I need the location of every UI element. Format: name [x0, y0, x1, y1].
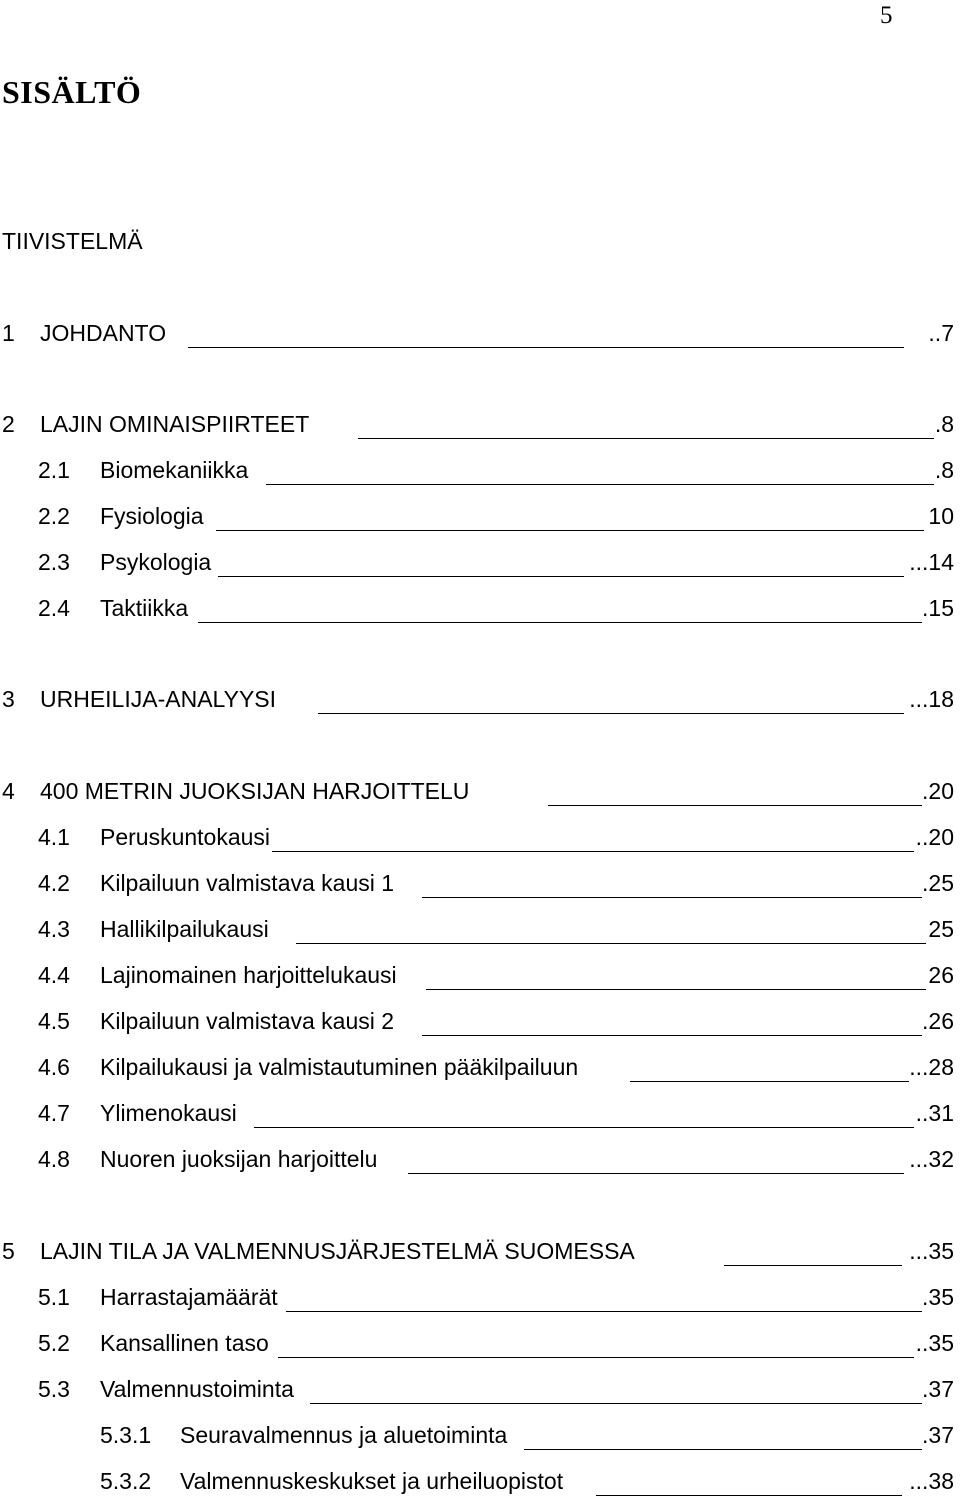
toc-entry-number: 4: [2, 778, 15, 804]
dot-leader: [198, 622, 924, 623]
toc-entry-number: 5.1: [38, 1284, 70, 1310]
toc-entry-number: 4.6: [38, 1054, 70, 1080]
toc-entry-label: Kilpailukausi ja valmistautuminen pääkilpailuun: [100, 1054, 579, 1080]
toc-entry-number: 5.3: [38, 1376, 70, 1402]
toc-entry-page: ...28: [909, 1054, 954, 1080]
toc-entry-number: 4.8: [38, 1146, 70, 1172]
toc-entry-label: Kansallinen taso: [100, 1330, 269, 1356]
toc-entry-page: 26: [928, 962, 954, 988]
dot-leader: [318, 713, 904, 714]
toc-entry-label: Nuoren juoksijan harjoittelu: [100, 1146, 378, 1172]
toc-entry-label: JOHDANTO: [40, 320, 167, 346]
toc-entry[interactable]: [38, 960, 954, 990]
toc-entry-page: .37: [922, 1422, 954, 1448]
toc-entry-number: 2.3: [38, 549, 70, 575]
toc-entry[interactable]: [2, 318, 954, 348]
toc-entry-label: Kilpailuun valmistava kausi 1: [100, 870, 395, 896]
toc-entry-number: 4.3: [38, 916, 70, 942]
toc-entry[interactable]: [38, 1006, 954, 1036]
dot-leader: [630, 1081, 912, 1082]
toc-entry-label: TIIVISTELMÄ: [2, 228, 143, 254]
toc-entry-label: Lajinomainen harjoittelukausi: [100, 962, 397, 988]
toc-entry-page: ...18: [909, 686, 954, 712]
toc-entry-number: 3: [2, 686, 15, 712]
toc-entry-page: .15: [922, 595, 954, 621]
toc-entry[interactable]: [2, 1236, 954, 1266]
toc-entry-label: Kilpailuun valmistava kausi 2: [100, 1008, 395, 1034]
toc-entry[interactable]: [2, 776, 954, 806]
toc-entry[interactable]: [38, 822, 954, 852]
toc-entry-abstract[interactable]: [2, 226, 202, 256]
page-number: 5: [880, 2, 893, 29]
toc-entry[interactable]: [38, 547, 954, 577]
toc-entry-page: ..31: [915, 1100, 954, 1126]
toc-entry[interactable]: [38, 868, 954, 898]
toc-entry[interactable]: [38, 501, 954, 531]
toc-entry-number: 5: [2, 1238, 15, 1264]
toc-entry[interactable]: [38, 1144, 954, 1174]
toc-entry-label: Hallikilpailukausi: [100, 916, 269, 942]
dot-leader: [408, 1173, 904, 1174]
toc-entry-number: 2.1: [38, 457, 70, 483]
toc-entry-label: Seuravalmennus ja aluetoiminta: [180, 1422, 508, 1448]
toc-entry[interactable]: [38, 455, 954, 485]
dot-leader: [254, 1127, 914, 1128]
toc-entry-number: 5.3.1: [100, 1422, 152, 1448]
dot-leader: [422, 1035, 924, 1036]
toc-entry-number: 2.2: [38, 503, 70, 529]
toc-entry-page: ...38: [909, 1468, 954, 1494]
toc-entry-label: Peruskuntokausi: [100, 824, 271, 850]
toc-entry-label: Valmennuskeskukset ja urheiluopistot: [180, 1468, 564, 1494]
dot-leader: [310, 1403, 924, 1404]
toc-entry[interactable]: [100, 1466, 954, 1496]
toc-entry-page: ..7: [928, 320, 954, 346]
toc-entry[interactable]: [38, 593, 954, 623]
toc-entry-label: Fysiologia: [100, 503, 204, 529]
toc-entry-page: .8: [934, 457, 954, 483]
toc-entry-page: 10: [928, 503, 954, 529]
dot-leader: [422, 897, 924, 898]
toc-entry-number: 4.7: [38, 1100, 70, 1126]
toc-entry-number: 4.5: [38, 1008, 70, 1034]
dot-leader: [266, 484, 934, 485]
dot-leader: [278, 1357, 914, 1358]
dot-leader: [218, 576, 904, 577]
dot-leader: [596, 1495, 902, 1496]
toc-entry-number: 4.2: [38, 870, 70, 896]
toc-entry[interactable]: [38, 1374, 954, 1404]
toc-entry-number: 1: [2, 320, 15, 346]
toc-entry-number: 4.1: [38, 824, 70, 850]
toc-entry[interactable]: [100, 1420, 954, 1450]
toc-entry[interactable]: [38, 1052, 954, 1082]
toc-entry-label: LAJIN TILA JA VALMENNUSJÄRJESTELMÄ SUOMESSA: [40, 1238, 635, 1264]
toc-entry-page: .8: [934, 411, 954, 437]
toc-entry-page: ...14: [909, 549, 954, 575]
toc-entry-label: Harrastajamäärät: [100, 1284, 278, 1310]
toc-entry-number: 2: [2, 411, 15, 437]
toc-entry[interactable]: [38, 1282, 954, 1312]
toc-title: SISÄLTÖ: [2, 74, 142, 110]
toc-entry-page: .25: [922, 870, 954, 896]
toc-entry[interactable]: [38, 1328, 954, 1358]
toc-entry-label: URHEILIJA-ANALYYSI: [40, 686, 277, 712]
toc-entry-label: Ylimenokausi: [100, 1100, 237, 1126]
toc-entry-page: .20: [922, 778, 954, 804]
toc-entry-label: 400 METRIN JUOKSIJAN HARJOITTELU: [40, 778, 470, 804]
toc-entry-page: .26: [922, 1008, 954, 1034]
toc-entry[interactable]: [2, 684, 954, 714]
toc-entry-number: 5.3.2: [100, 1468, 152, 1494]
toc-entry[interactable]: [2, 409, 954, 439]
dot-leader: [216, 530, 924, 531]
dot-leader: [286, 1311, 924, 1312]
dot-leader: [724, 1265, 902, 1266]
toc-entry-label: Valmennustoiminta: [100, 1376, 294, 1402]
toc-entry-number: 2.4: [38, 595, 70, 621]
toc-entry-label: Taktiikka: [100, 595, 189, 621]
toc-entry-page: .37: [922, 1376, 954, 1402]
toc-entry[interactable]: [38, 1098, 954, 1128]
toc-entry-number: 5.2: [38, 1330, 70, 1356]
toc-entry-page: 25: [928, 916, 954, 942]
toc-entry-page: ...32: [909, 1146, 954, 1172]
dot-leader: [524, 1449, 924, 1450]
dot-leader: [296, 943, 926, 944]
toc-entry[interactable]: [38, 914, 954, 944]
dot-leader: [270, 851, 914, 852]
toc-entry-page: ...35: [909, 1238, 954, 1264]
toc-entry-page: ..20: [915, 824, 954, 850]
dot-leader: [548, 805, 924, 806]
toc-entry-page: .35: [922, 1284, 954, 1310]
dot-leader: [188, 347, 904, 348]
toc-entry-label: LAJIN OMINAISPIIRTEET: [40, 411, 310, 437]
toc-entry-number: 4.4: [38, 962, 70, 988]
toc-entry-label: Biomekaniikka: [100, 457, 249, 483]
toc-entry-page: ..35: [915, 1330, 954, 1356]
toc-entry-label: Psykologia: [100, 549, 212, 575]
dot-leader: [426, 989, 926, 990]
dot-leader: [358, 438, 934, 439]
